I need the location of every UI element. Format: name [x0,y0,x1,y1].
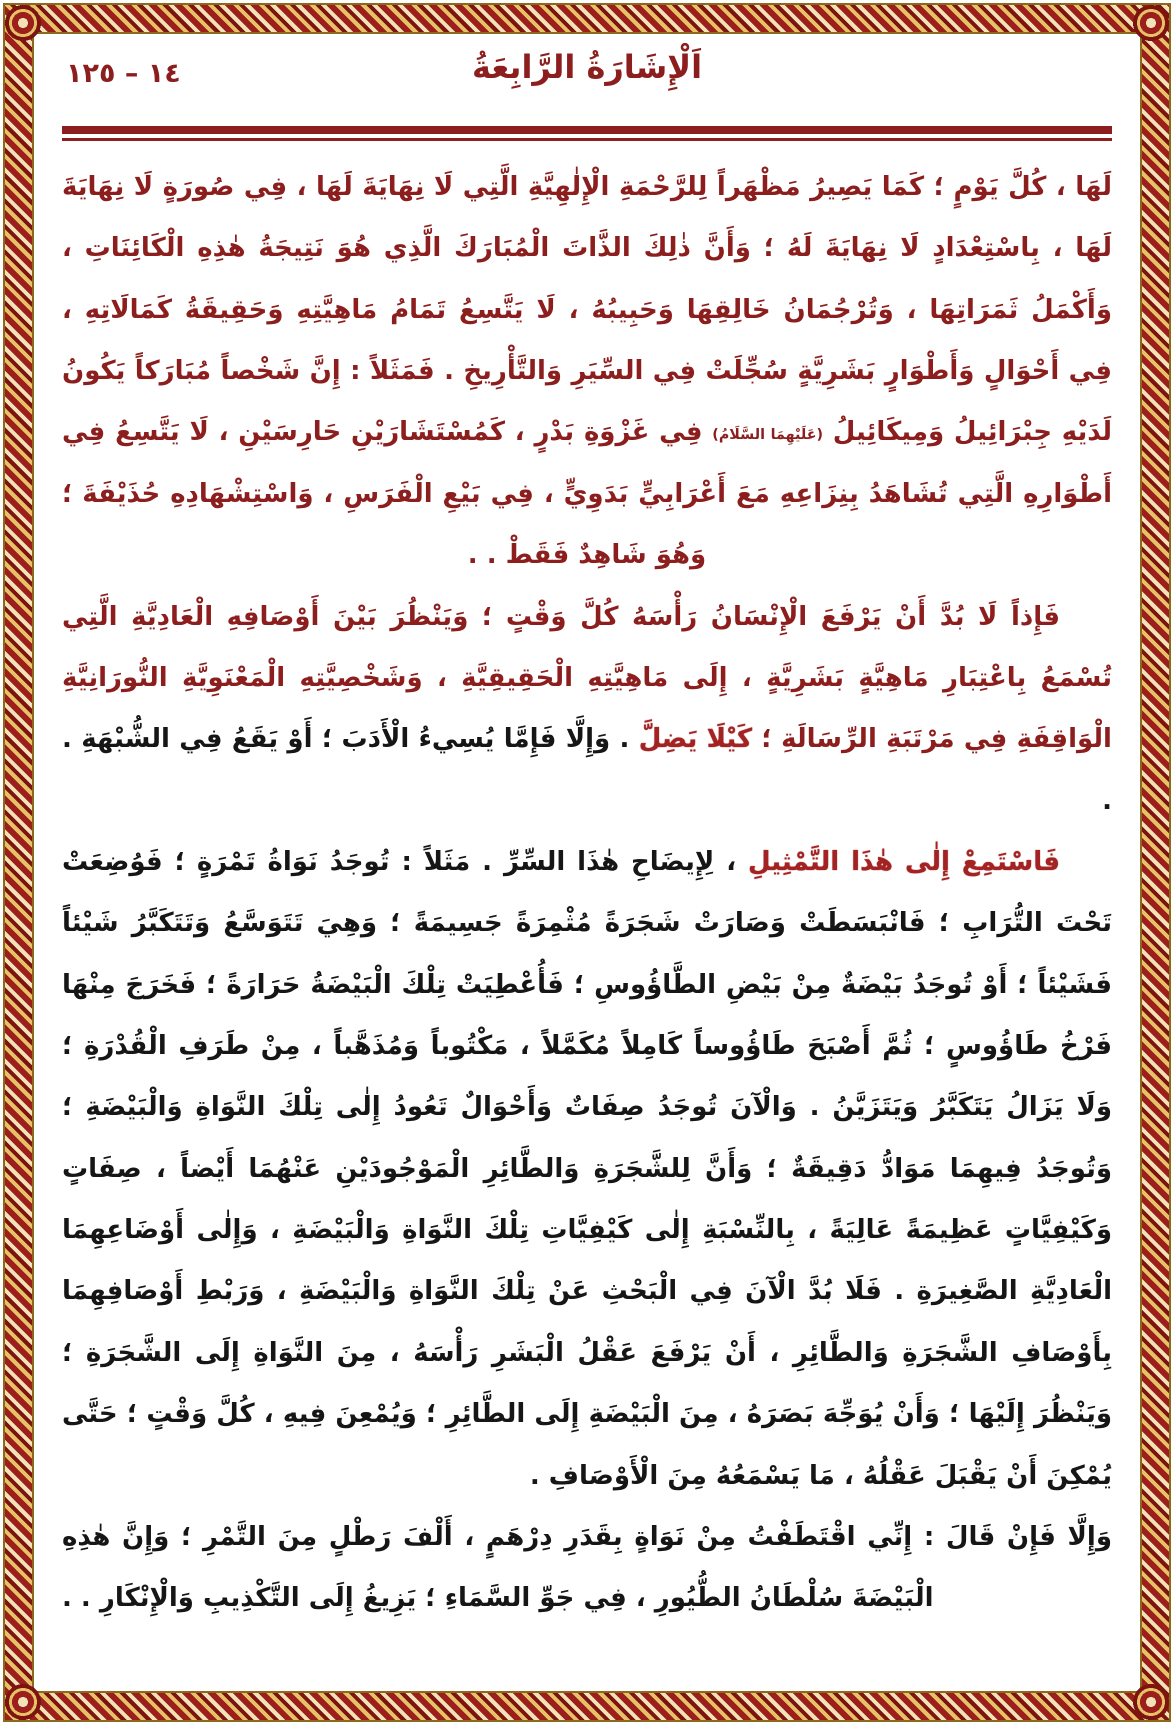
honorific-mark: (عَلَيْهِمَا السَّلَامُ) [712,427,824,444]
text-run: فِي غَزْوَةِ بَدْرٍ ، كَمُسْتَشَارَيْنِ حَارِسَيْنِ ، لَا يَتَّسِعُ فِي أَطْوَارِهِ الَّتِي تُشَاهَدُ بِنِزَاعِهِ مَعَ أَعْرَابِيٍّ بَدَوِيٍّ ، فِي بَيْعِ الْفَرَسِ ، وَاسْتِشْهَادِهِ حُذَيْفَةَ ؛ وَهُوَ شَاهِدٌ فَقَطْ . . [62,417,1112,571]
page-reference: ١٤ – ١٢٥ [66,58,181,89]
paragraph [62,832,1112,1507]
corner-ornament-icon [3,1682,43,1722]
text-run: ، لِإِيضَاحِ هٰذَا السِّرِّ . مَثَلاً : تُوجَدُ نَوَاةُ تَمْرَةٍ ؛ فَوُضِعَتْ تَحْتَ التُّرَابِ ؛ فَانْبَسَطَتْ وَصَارَتْ شَجَرَةً مُثْمِرَةً جَسِيمَةً ؛ وَهِيَ تَتَوَسَّعُ وَتَتَكَبَّرُ شَيْئاً فَشَيْئاً ؛ أَوْ تُوجَدُ بَيْضَةٌ مِنْ بَيْضِ الطَّاؤُوسِ ؛ فَأُعْطِيَتْ تِلْكَ الْبَيْضَةُ حَرَارَةً ؛ فَخَرَجَ مِنْهَا فَرْخُ طَاؤُوسٍ ؛ ثُمَّ أَصْبَحَ طَاؤُوساً كَامِلاً مُكَمَّلاً ، مَكْتُوباً وَمُذَهَّباً ، مِنْ طَرَفِ الْقُدْرَةِ ؛ وَلَا يَزَالُ يَتَكَبَّرُ وَيَتَزَيَّنُ . وَالْآنَ تُوجَدُ صِفَاتٌ وَأَحْوَالٌ تَعُودُ إِلٰى تِلْكَ النَّوَاةِ وَالْبَيْضَةِ ؛ وَتُوجَدُ فِيهِمَا مَوَادُّ دَقِيقَةٌ ؛ وَأَنَّ لِلشَّجَرَةِ وَالطَّائِرِ الْمَوْجُودَيْنِ عَنْهُمَا أَيْضاً ، صِفَاتٍ وَكَيْفِيَّاتٍ عَظِيمَةً عَالِيَةً ، بِالنِّسْبَةِ إِلٰى كَيْفِيَّاتِ تِلْكَ النَّوَاةِ وَالْبَيْضَةِ ، وَإِلٰى أَوْضَاعِهِمَا الْعَادِيَّةِ الصَّغِيرَةِ . فَلَا بُدَّ الْآنَ فِي الْبَحْثِ عَنْ تِلْكَ النَّوَاةِ وَالْبَيْضَةِ ، وَرَبْطِ أَوْصَافِهِمَا بِأَوْصَافِ الشَّجَرَةِ وَالطَّائِرِ ، أَنْ يَرْفَعَ عَقْلُ الْبَشَرِ رَأْسَهُ ، مِنَ النَّوَاةِ إِلَى الشَّجَرَةِ ؛ وَيَنْظُرَ إِلَيْهَا ؛ وَأَنْ يُوَجِّهَ بَصَرَهُ ، مِنَ الْبَيْضَةِ إِلَى الطَّائِرِ ؛ وَيُمْعِنَ فِيهِ ، كُلَّ وَقْتٍ ؛ حَتَّى يُمْكِنَ أَنْ يَقْبَلَ عَقْلُهُ ، مَا يَسْمَعُهُ مِنَ الْأَوْصَافِ . [62,846,1112,1491]
paragraph [62,587,1112,832]
text-run: وَإِلَّا فَإِنْ قَالَ : إِنِّي اقْتَطَفْتُ مِنْ نَوَاةٍ بِقَدَرِ دِرْهَمٍ ، أَلْفَ رَطْلٍ مِنَ التَّمْرِ ؛ وَإِنَّ هٰذِهِ الْبَيْضَةَ سُلْطَانُ الطُّيُورِ ، فِي جَوِّ السَّمَاءِ ؛ يَزِيغُ إِلَى التَّكْذِيبِ وَالْإِنْكَارِ . . [62,1521,1112,1614]
text-run: . وَإِلَّا فَإِمَّا يُسِيءُ الْأَدَبَ ؛ أَوْ يَقَعُ فِي الشُّبْهَةِ . . [62,724,1112,816]
page-header [62,40,1112,114]
corner-ornament-icon [3,3,43,43]
body-text [62,157,1112,1630]
corner-ornament-icon [1131,3,1171,43]
text-run: كَيْلَا يَضِلَّ [638,724,753,755]
page-content [62,40,1112,1681]
header-divider [62,126,1112,141]
text-run: فَإِذاً لَا بُدَّ أَنْ يَرْفَعَ الْإِنْسَانُ رَأْسَهُ كُلَّ وَقْتٍ ؛ وَيَنْظُرَ بَيْنَ أَوْصَافِهِ الْعَادِيَّةِ الَّتِي تُسْمَعُ بِاعْتِبَارِ مَاهِيَّةٍ بَشَرِيَّةٍ ، إِلَى مَاهِيَّتِهِ الْحَقِيقِيَّةِ ، وَشَخْصِيَّتِهِ الْمَعْنَوِيَّةِ النُّورَانِيَّةِ الْوَاقِفَةِ فِي مَرْتَبَةِ الرِّسَالَةِ ؛ [62,601,1112,755]
text-run: لَهَا ، كُلَّ يَوْمٍ ؛ كَمَا يَصِيرُ مَظْهَراً لِلرَّحْمَةِ الْإِلٰهِيَّةِ الَّتِي لَا نِهَايَةَ لَهَا ، فِي صُورَةٍ لَا نِهَايَةَ لَهَا ، بِاسْتِعْدَادٍ لَا نِهَايَةَ لَهُ ؛ وَأَنَّ ذٰلِكَ الذَّاتَ الْمُبَارَكَ الَّذِي هُوَ نَتِيجَةُ هٰذِهِ الْكَائِنَاتِ ، وَأَكْمَلُ ثَمَرَاتِهَا ، وَتُرْجُمَانُ خَالِقِهَا وَحَبِيبُهُ ، لَا يَتَّسِعُ تَمَامُ مَاهِيَّتِهِ وَحَقِيقَةُ كَمَالَاتِهِ ، فِي أَحْوَالٍ وَأَطْوَارٍ بَشَرِيَّةٍ سُجِّلَتْ فِي السِّيَرِ وَالتَّأْرِيخِ . فَمَثَلاً : إِنَّ شَخْصاً مُبَارَكاً يَكُونُ لَدَيْهِ جِبْرَائِيلُ وَمِيكَائِيلُ [62,172,1113,448]
corner-ornament-icon [1131,1682,1171,1722]
page-title: اَلْإِشَارَةُ الرَّابِعَةُ [471,48,703,86]
text-run: فَاسْتَمِعْ إِلٰى هٰذَا التَّمْثِيلِ [748,846,1061,877]
paragraph [62,157,1112,587]
paragraph [62,1507,1112,1630]
